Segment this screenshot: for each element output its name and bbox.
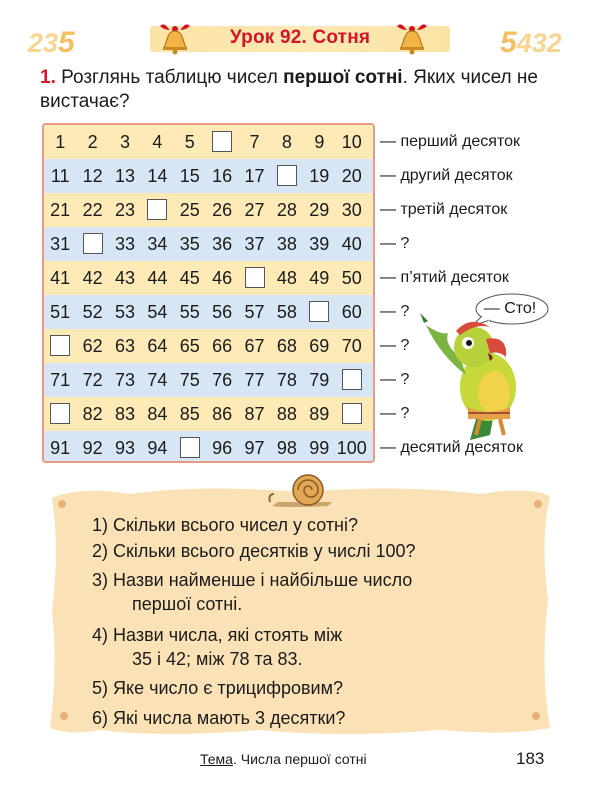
table-cell: 68: [276, 336, 297, 356]
blank-box[interactable]: [309, 301, 329, 322]
table-cell: 50: [341, 268, 362, 288]
blank-box[interactable]: [50, 403, 70, 424]
table-cell: 79: [309, 370, 330, 390]
missing-number-box: [76, 227, 108, 261]
row-label: — ?: [380, 371, 410, 388]
table-cell: 16: [212, 166, 233, 186]
question-number: 4): [92, 625, 109, 645]
table-cell: 60: [341, 302, 362, 322]
table-cell: 56: [212, 302, 233, 322]
table-cell: 96: [212, 438, 233, 458]
table-cell: 66: [212, 336, 233, 356]
lesson-title: Урок 92. Сотня: [229, 27, 371, 48]
parrot-illustration: [410, 295, 560, 445]
decorative-numbers-left: 235: [28, 26, 75, 59]
table-cell: 33: [114, 234, 135, 254]
table-cell: 23: [114, 200, 135, 220]
table-cell: 64: [147, 336, 168, 356]
table-cell: 22: [82, 200, 103, 220]
table-cell: 98: [276, 438, 297, 458]
task-bold-phrase: першої сотні: [283, 67, 403, 88]
task-number: 1.: [40, 67, 56, 88]
table-cell: 10: [341, 132, 362, 152]
table-cell: 12: [82, 166, 103, 186]
table-cell: 55: [179, 302, 200, 322]
blank-box[interactable]: [245, 267, 265, 288]
table-row: [44, 261, 373, 295]
table-cell: 43: [114, 268, 135, 288]
question-text-continued: першої сотні.: [132, 594, 243, 614]
table-cell: 31: [50, 234, 71, 254]
table-cell: 100: [336, 438, 367, 458]
table-row: [44, 431, 373, 463]
table-cell: 49: [309, 268, 330, 288]
question-text: Назви числа, які стоять між: [113, 625, 343, 645]
table-cell: 78: [276, 370, 297, 390]
table-cell: 92: [82, 438, 103, 458]
table-cell: 70: [341, 336, 362, 356]
row-label: — десятий десяток: [380, 439, 523, 456]
table-cell: 48: [276, 268, 297, 288]
question-number: 1): [92, 515, 109, 535]
question-item: [92, 513, 358, 537]
page-number: 183: [516, 749, 545, 768]
table-cell: 20: [341, 166, 362, 186]
blank-box[interactable]: [147, 199, 167, 220]
table-cell: 93: [114, 438, 135, 458]
table-cell: 69: [309, 336, 330, 356]
table-cell: 77: [244, 370, 265, 390]
table-cell: 63: [114, 336, 135, 356]
table-cell: 9: [314, 132, 325, 152]
table-cell: 30: [341, 200, 362, 220]
table-cell: 2: [87, 132, 98, 152]
row-label: — ?: [380, 303, 410, 320]
missing-number-box: [141, 193, 173, 227]
question-item: [92, 706, 345, 730]
table-cell: 75: [179, 370, 200, 390]
table-cell: 38: [276, 234, 297, 254]
table-cell: 85: [179, 404, 200, 424]
table-cell: 14: [147, 166, 168, 186]
table-cell: 76: [212, 370, 233, 390]
missing-number-box: [174, 431, 206, 463]
table-cell: 25: [179, 200, 200, 220]
table-cell: 72: [82, 370, 103, 390]
missing-number-box: [336, 397, 368, 431]
table-cell: 21: [50, 200, 71, 220]
table-cell: 45: [179, 268, 200, 288]
topic-label: Тема: [200, 751, 233, 767]
table-cell: 5: [184, 132, 195, 152]
table-row: [44, 329, 373, 363]
table-cell: 37: [244, 234, 265, 254]
table-cell: 35: [179, 234, 200, 254]
table-cell: 8: [281, 132, 292, 152]
table-cell: 29: [309, 200, 330, 220]
table-cell: 89: [309, 404, 330, 424]
table-cell: 4: [152, 132, 163, 152]
table-cell: 11: [50, 166, 70, 186]
question-number: 6): [92, 708, 109, 728]
blank-box[interactable]: [180, 437, 200, 458]
decorative-numbers-right: 5432: [500, 26, 562, 59]
row-label: — другий десяток: [380, 167, 513, 184]
table-cell: 65: [179, 336, 200, 356]
missing-number-box: [336, 363, 368, 397]
question-text: Назви найменше і найбільше число: [113, 570, 413, 590]
lesson-header: [0, 20, 600, 58]
row-label: — ?: [380, 235, 410, 252]
table-row: [44, 125, 373, 159]
table-cell: 67: [244, 336, 265, 356]
missing-number-box: [238, 261, 270, 295]
table-cell: 62: [82, 336, 103, 356]
missing-number-box: [44, 397, 76, 431]
row-label: — ?: [380, 405, 410, 422]
question-number: 3): [92, 570, 109, 590]
table-cell: 40: [341, 234, 362, 254]
question-text: Які числа мають 3 десятки?: [113, 708, 346, 728]
table-row: [44, 397, 373, 431]
question-number: 5): [92, 678, 109, 698]
missing-number-box: [271, 159, 303, 193]
table-cell: 41: [50, 268, 71, 288]
table-cell: 44: [147, 268, 168, 288]
question-text: Яке число є трицифровим?: [113, 678, 343, 698]
table-row: [44, 363, 373, 397]
table-cell: 28: [276, 200, 297, 220]
table-cell: 53: [114, 302, 135, 322]
table-cell: 94: [147, 438, 168, 458]
blank-box[interactable]: [212, 131, 232, 152]
missing-number-box: [44, 329, 76, 363]
bell-icon: [395, 20, 429, 56]
table-cell: 83: [114, 404, 135, 424]
table-cell: 99: [309, 438, 330, 458]
table-cell: 3: [119, 132, 130, 152]
question-item: [92, 623, 342, 671]
table-cell: 88: [276, 404, 297, 424]
blank-box[interactable]: [342, 403, 362, 424]
row-label: — ?: [380, 337, 410, 354]
table-cell: 51: [50, 302, 71, 322]
table-cell: 15: [179, 166, 200, 186]
table-cell: 27: [244, 200, 265, 220]
speech-text: — Сто!: [483, 300, 537, 317]
table-cell: 82: [82, 404, 103, 424]
question-number: 2): [92, 541, 109, 561]
table-cell: 84: [147, 404, 168, 424]
table-row: [44, 159, 373, 193]
blank-box[interactable]: [342, 369, 362, 390]
table-cell: 46: [212, 268, 233, 288]
row-label: — перший десяток: [380, 133, 521, 150]
table-cell: 58: [276, 302, 297, 322]
row-label: — п’ятий десяток: [380, 269, 509, 286]
row-label: — третій десяток: [380, 201, 508, 218]
table-cell: 91: [50, 438, 71, 458]
question-item: [92, 539, 416, 563]
footer-topic: Тема. Числа першої сотні: [200, 751, 367, 767]
table-cell: 97: [244, 438, 265, 458]
task-statement: 1. Розглянь таблицю чисел першої сотні. Яких чисел не вистачає?: [40, 67, 538, 112]
table-row: [44, 295, 373, 329]
table-cell: 57: [244, 302, 265, 322]
question-item: [92, 676, 343, 700]
table-cell: 74: [147, 370, 168, 390]
table-cell: 73: [114, 370, 135, 390]
table-cell: 1: [55, 132, 66, 152]
table-cell: 19: [309, 166, 330, 186]
table-cell: 71: [50, 370, 71, 390]
table-cell: 87: [244, 404, 265, 424]
table-row: [44, 227, 373, 261]
snail-illustration: [268, 472, 342, 510]
table-cell: 26: [212, 200, 233, 220]
blank-box[interactable]: [50, 335, 70, 356]
blank-box[interactable]: [277, 165, 297, 186]
question-text: Скільки всього чисел у сотні?: [113, 515, 359, 535]
table-cell: 39: [309, 234, 330, 254]
table-cell: 36: [212, 234, 233, 254]
hundred-table: [42, 123, 375, 463]
table-cell: 34: [147, 234, 168, 254]
question-text: Скільки всього десятків у числі 100?: [113, 541, 416, 561]
table-cell: 86: [212, 404, 233, 424]
missing-number-box: [303, 295, 335, 329]
blank-box[interactable]: [83, 233, 103, 254]
question-text-continued: 35 і 42; між 78 та 83.: [132, 649, 303, 669]
table-cell: 17: [244, 166, 265, 186]
table-row: [44, 193, 373, 227]
missing-number-box: [206, 125, 238, 159]
question-item: [92, 568, 412, 616]
table-cell: 42: [82, 268, 103, 288]
table-cell: 7: [249, 132, 260, 152]
table-cell: 54: [147, 302, 168, 322]
table-cell: 13: [114, 166, 135, 186]
table-cell: 52: [82, 302, 103, 322]
